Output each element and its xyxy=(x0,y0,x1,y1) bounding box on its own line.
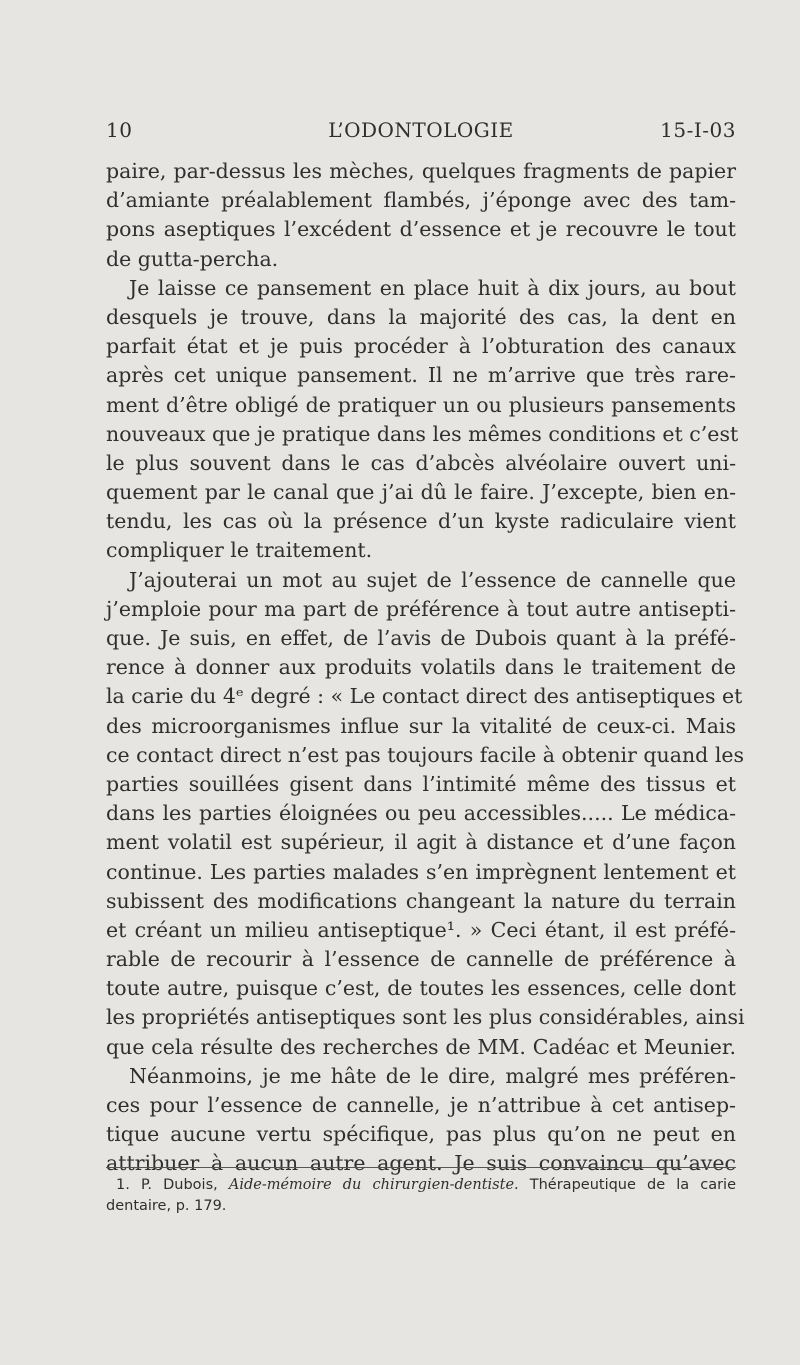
text-line: ment d’être obligé de pratiquer un ou plusieurs pansements xyxy=(106,392,736,417)
text-line: des microorganismes influe sur la vitalité de ceux-ci. Mais xyxy=(106,713,736,738)
text-line: tendu, les cas où la présence d’un kyste radiculaire vient xyxy=(106,509,736,534)
text-line: ment volatil est supérieur, il agit à distance et d’une façon xyxy=(106,830,736,855)
text-line: d’amiante préalablement flambés, j’éponge avec des tam- xyxy=(106,188,736,213)
text-line: dans les parties éloignées ou peu accessibles..... Le médica- xyxy=(106,801,736,826)
footnote-rule xyxy=(106,1167,736,1168)
text-line: tique aucune vertu spécifique, pas plus qu’on ne peut en xyxy=(106,1122,736,1147)
text-line: J’ajouterai un mot au sujet de l’essence de cannelle que xyxy=(129,567,736,592)
footnote-line-2: dentaire, p. 179. xyxy=(106,1198,227,1214)
text-line: la carie du 4ᵉ degré : « Le contact direct des antiseptiques et xyxy=(106,684,743,709)
footnote-line-1 xyxy=(106,1175,736,1196)
text-line: que cela résulte des recherches de MM. Cadéac et Meunier. xyxy=(106,1034,736,1059)
text-line: le plus souvent dans le cas d’abcès alvéolaire ouvert uni- xyxy=(106,450,736,475)
footnote xyxy=(106,1175,736,1217)
text-line: paire, par-dessus les mèches, quelques fragments de papier xyxy=(106,159,736,183)
text-line: et créant un milieu antiseptique¹. » Ceci étant, il est préfé- xyxy=(106,917,736,942)
text-line: parties souillées gisent dans l’intimité même des tissus et xyxy=(106,771,736,796)
issue-date: 15-I-03 xyxy=(660,118,736,142)
text-line: parfait état et je puis procéder à l’obturation des canaux xyxy=(106,334,736,359)
text-line: Néanmoins, je me hâte de le dire, malgré mes préféren- xyxy=(129,1063,736,1088)
text-line: ces pour l’essence de cannelle, je n’attribue à cet antisep- xyxy=(106,1093,736,1117)
page-number: 10 xyxy=(106,118,133,142)
text-line: desquels je trouve, dans la majorité des cas, la dent en xyxy=(106,304,736,329)
text-line: subissent des modifications changeant la nature du terrain xyxy=(106,888,736,913)
text-line: attribuer à aucun autre agent. Je suis convaincu qu’avec xyxy=(106,1151,736,1176)
text-line: les propriétés antiseptiques sont les plus considérables, ainsi xyxy=(106,1005,745,1030)
text-line: rence à donner aux produits volatils dans le traitement de xyxy=(106,655,736,680)
text-line: compliquer le traitement. xyxy=(106,538,373,563)
text-line: toute autre, puisque c’est, de toutes les essences, celle dont xyxy=(106,976,736,1001)
footnote-book-title: Aide-mémoire du chirurgien-dentiste. xyxy=(228,1177,519,1193)
text-line: Je laisse ce pansement en place huit à dix jours, au bout xyxy=(129,275,736,300)
text-line: j’emploie pour ma part de préférence à tout autre antisepti- xyxy=(106,596,736,621)
text-line: que. Je suis, en effet, de l’avis de Dubois quant à la préfé- xyxy=(106,626,736,650)
text-line: après cet unique pansement. Il ne m’arrive que très rare- xyxy=(106,363,736,388)
footnote-rest: Thérapeutique de la carie xyxy=(529,1177,736,1193)
text-line: ce contact direct n’est pas toujours facile à obtenir quand les xyxy=(106,742,745,767)
text-line: quement par le canal que j’ai dû le faire. J’excepte, bien en- xyxy=(106,480,736,505)
running-title: L’ODONTOLOGIE xyxy=(328,118,514,142)
text-line: rable de recourir à l’essence de cannelle de préférence à xyxy=(106,947,736,972)
text-line: continue. Les parties malades s’en imprègnent lentement et xyxy=(106,859,736,884)
text-line: de gutta-percha. xyxy=(106,246,279,271)
footnote-author: P. Dubois, xyxy=(140,1177,218,1193)
text-line: nouveaux que je pratique dans les mêmes conditions et c’est xyxy=(106,421,739,446)
body-text xyxy=(106,157,745,1179)
text-line: pons aseptiques l’excédent d’essence et je recouvre le tout xyxy=(106,217,736,242)
footnote-marker: 1. xyxy=(116,1177,130,1193)
